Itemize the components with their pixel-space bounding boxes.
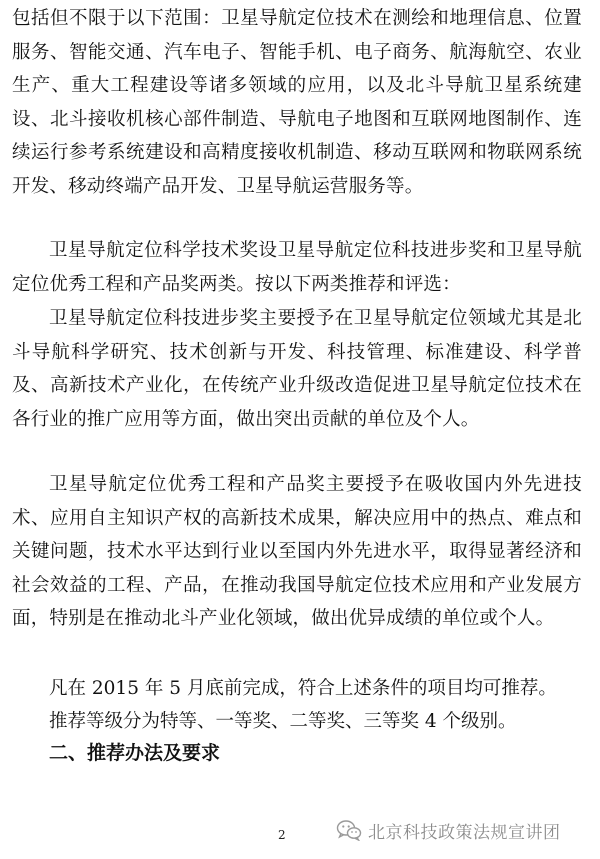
page-number: 2	[278, 828, 286, 842]
watermark	[336, 815, 561, 845]
award-categories-paragraph: 卫星导航定位科学技术奖设卫星导航定位科技进步奖和卫星导航定位优秀工程和产品奖两类。按以下两类推荐和评选：	[12, 240, 582, 295]
award-levels-line: 推荐等级分为特等、一等奖、二等奖、三等奖 4 个级别。	[49, 711, 517, 732]
scope-paragraph: 包括但不限于以下范围：卫星导航定位技术在测绘和地理信息、位置服务、智能交通、汽车电子、智能手机、电子商务、航海航空、农业生产、重大工程建设等诸多领域的应用，以及北斗导航卫星系统建设、北斗接收机核心部件制造、导航电子地图和互联网地图制作、连续运行参考系统建设和高精度接收机制造、移动互联网和物联网系统开发、移动终端产品开发、卫星导航运营服务等。	[12, 8, 582, 197]
engineering-award-paragraph: 卫星导航定位优秀工程和产品奖主要授予在吸收国内外先进技术、应用自主知识产权的高新技术成果，解决应用中的热点、难点和关键问题，技术水平达到行业以至国内外先进水平，取得显著经济和社会效益的工程、产品，在推动我国导航定位技术应用和产业发展方面，特别是在推动北斗产业化领域，做出优异成绩的单位或个人。	[12, 474, 582, 630]
watermark-text: 北京科技政策法规宣讲团	[368, 822, 561, 843]
eligibility-line: 凡在 2015 年 5 月底前完成，符合上述条件的项目均可推荐。	[49, 678, 557, 699]
section-heading: 二、推荐办法及要求	[49, 742, 221, 764]
progress-award-paragraph: 卫星导航定位科技进步奖主要授予在卫星导航定位领域尤其是北斗导航科学研究、技术创新与开发、科技管理、标准建设、科学普及、高新技术产业化，在传统产业升级改造促进卫星导航定位技术在各行业的推广应用等方面，做出突出贡献的单位及个人。	[12, 308, 582, 430]
wechat-logo-icon	[336, 819, 362, 841]
